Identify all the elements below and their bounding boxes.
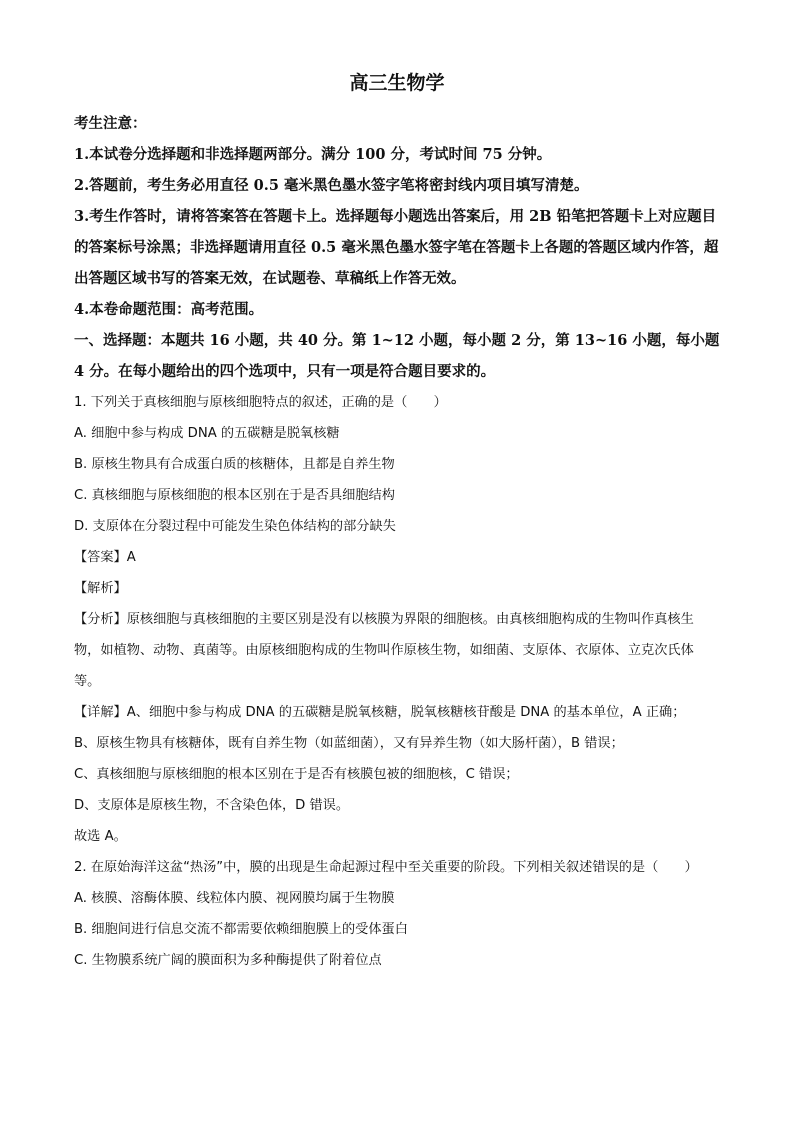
xiangjie-text: A、细胞中参与构成 DNA 的五碳糖是脱氧核糖，脱氧核糖核苷酸是 DNA 的基本单位，A 正确；: [126, 705, 686, 720]
question-stem: 2. 在原始海洋这盆“热汤”中，膜的出现是生命起源过程中至关重要的阶段。下列相关叙述错误的是（ ）: [74, 860, 698, 875]
fenxi-paragraph: [74, 604, 720, 697]
option-b: B. 原核生物具有合成蛋白质的核糖体，且都是自养生物: [74, 457, 395, 472]
notice-item: 2.答题前，考生务必用直径 0.5 毫米黑色墨水签字笔将密封线内项目填写清楚。: [74, 177, 589, 194]
fenxi-tag: 【分析】: [74, 612, 127, 627]
xiangjie-line: C、真核细胞与原核细胞的根本区别在于是否有核膜包被的细胞核，C 错误；: [74, 767, 519, 782]
option-d: D. 支原体在分裂过程中可能发生染色体结构的部分缺失: [74, 519, 396, 534]
page-title: 高三生物学: [349, 72, 445, 94]
xiangjie-line: [74, 697, 720, 728]
xiangjie-tag: 【详解】: [74, 705, 127, 720]
notice-item: 1.本试卷分选择题和非选择题两部分。满分 100 分，考试时间 75 分钟。: [74, 146, 552, 163]
answer-row: [74, 542, 720, 573]
option-b: B. 细胞间进行信息交流不都需要依赖细胞膜上的受体蛋白: [74, 922, 408, 937]
option-c: C. 真核细胞与原核细胞的根本区别在于是否具细胞结构: [74, 488, 395, 503]
notice-item: 3.考生作答时，请将答案答在答题卡上。选择题每小题选出答案后，用 2B 铅笔把答题卡上对应题目的答案标号涂黑；非选择题请用直径 0.5 毫米黑色墨水签字笔在答题卡上各题的答题区域内作答，超出答题区域书写的答案无效，在试题卷、草稿纸上作答无效。: [74, 208, 719, 287]
answer-value: A: [126, 550, 136, 565]
section-header: 一、选择题：本题共 16 小题，共 40 分。第 1~12 小题，每小题 2 分，第 13~16 小题，每小题 4 分。在每小题给出的四个选项中，只有一项是符合题目要求的。: [74, 332, 720, 380]
option-a: A. 核膜、溶酶体膜、线粒体内膜、视网膜均属于生物膜: [74, 891, 395, 906]
xiangjie-line: D、支原体是原核生物，不含染色体，D 错误。: [74, 798, 350, 813]
option-c: C. 生物膜系统广阔的膜面积为多种酶提供了附着位点: [74, 953, 382, 968]
option-a: A. 细胞中参与构成 DNA 的五碳糖是脱氧核糖: [74, 426, 340, 441]
answer-tag: 【答案】: [74, 550, 127, 565]
notice-header: 考生注意：: [74, 115, 147, 132]
xiangjie-line: B、原核生物具有核糖体，既有自养生物（如蓝细菌），又有异养生物（如大肠杆菌），B 错误；: [74, 736, 624, 751]
conclusion: 故选 A。: [74, 829, 127, 844]
notice-item: 4.本卷命题范围：高考范围。: [74, 301, 264, 318]
question-stem: 1. 下列关于真核细胞与原核细胞特点的叙述，正确的是（ ）: [74, 395, 447, 410]
fenxi-text: 原核细胞与真核细胞的主要区别是没有以核膜为界限的细胞核。由真核细胞构成的生物叫作真核生物，如植物、动物、真菌等。由原核细胞构成的生物叫作原核生物，如细菌、支原体、衣原体、立克次氏体等。: [74, 612, 694, 689]
analysis-tag: 【解析】: [74, 581, 127, 596]
